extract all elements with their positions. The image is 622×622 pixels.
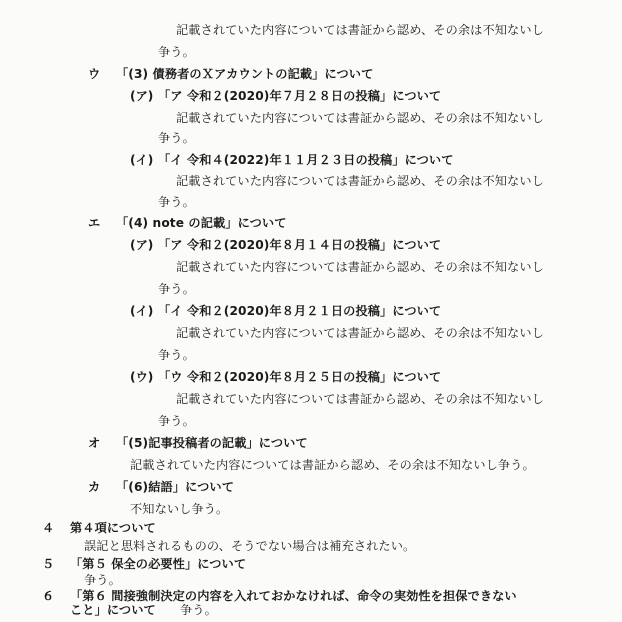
item-marker: (イ) <box>130 304 154 318</box>
item-marker: ウ <box>88 67 101 81</box>
section-heading: こと」について <box>70 603 156 617</box>
body-text: 争う。 <box>158 131 195 145</box>
body-text: 誤記と思料されるものの、そうでない場合は補充されたい。 <box>84 539 416 553</box>
subsection-heading: 「ウ 令和２(2020)年８月２５日の投稿」について <box>158 370 442 384</box>
item-marker: ４ <box>42 521 55 535</box>
body-text: 争う。 <box>84 573 121 587</box>
body-text: 争う。 <box>180 603 217 617</box>
body-text: 記載されていた内容については書証から認め、その余は不知ないし <box>176 174 544 188</box>
item-marker: (ウ) <box>130 370 154 384</box>
body-text: 記載されていた内容については書証から認め、その余は不知ないし <box>176 392 544 406</box>
item-marker: ５ <box>42 557 55 571</box>
section-heading: 「第６ 間接強制決定の内容を入れておかなければ、命令の実効性を担保できない <box>70 589 517 603</box>
section-heading: 「(4) note の記載」について <box>116 216 287 230</box>
body-text: 争う。 <box>158 45 195 59</box>
item-marker: (ア) <box>130 238 154 252</box>
body-text: 記載されていた内容については書証から認め、その余は不知ないし <box>176 23 544 37</box>
section-heading: 「(3) 債務者のＸアカウントの記載」について <box>116 67 374 81</box>
body-text: 不知ないし争う。 <box>130 502 229 516</box>
item-marker: エ <box>88 216 101 230</box>
item-marker: カ <box>88 480 101 494</box>
body-text: 記載されていた内容については書証から認め、その余は不知ないし争う。 <box>130 458 535 472</box>
item-marker: (イ) <box>130 153 154 167</box>
section-heading: 「(6)結語」について <box>116 480 234 494</box>
subsection-heading: 「ア 令和２(2020)年７月２８日の投稿」について <box>158 89 442 103</box>
body-text: 記載されていた内容については書証から認め、その余は不知ないし <box>176 326 544 340</box>
subsection-heading: 「イ 令和４(2022)年１１月２３日の投稿」について <box>158 153 454 167</box>
subsection-heading: 「イ 令和２(2020)年８月２１日の投稿」について <box>158 304 442 318</box>
body-text: 記載されていた内容については書証から認め、その余は不知ないし <box>176 260 544 274</box>
section-heading: 「(5)記事投稿者の記載」について <box>116 436 308 450</box>
section-heading: 「第５ 保全の必要性」について <box>70 557 247 571</box>
item-marker: オ <box>88 436 101 450</box>
body-text: 争う。 <box>158 348 195 362</box>
body-text: 争う。 <box>158 195 195 209</box>
item-marker: (ア) <box>130 89 154 103</box>
item-marker: ６ <box>42 589 55 603</box>
subsection-heading: 「ア 令和２(2020)年８月１４日の投稿」について <box>158 238 442 252</box>
body-text: 記載されていた内容については書証から認め、その余は不知ないし <box>176 111 544 125</box>
section-heading: 第４項について <box>70 521 156 535</box>
body-text: 争う。 <box>158 282 195 296</box>
body-text: 争う。 <box>158 414 195 428</box>
